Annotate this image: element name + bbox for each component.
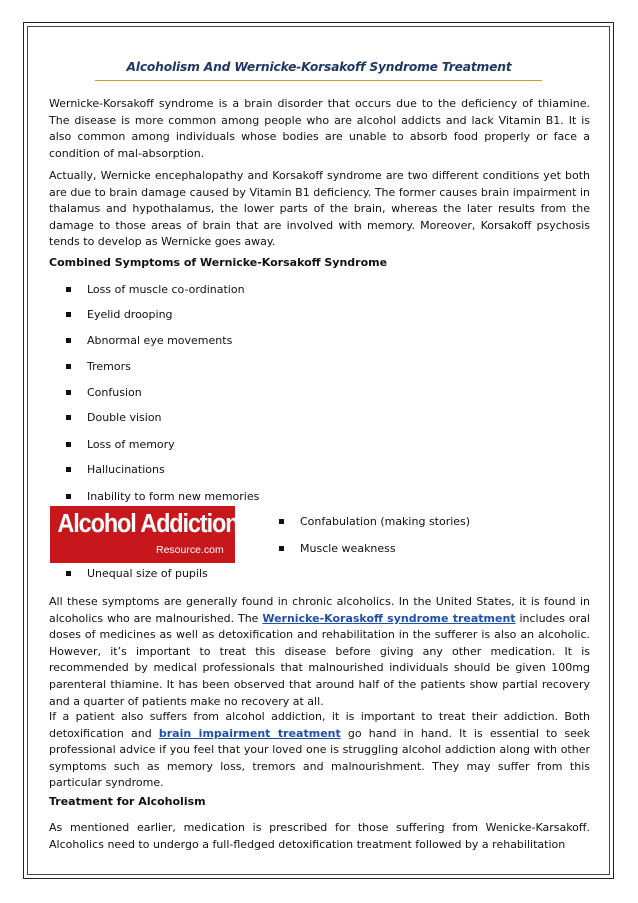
conditions-paragraph: Actually, Wernicke encephalopathy and Korsakoff syndrome are two different conditions yet both are due to brain damage caused by Vitamin B1 deficiency. The former causes brain impairment in thalamus and hypothalamus, the lower parts of the brain, whereas the later results from the damage to those areas of brain that are involved with memory. Moreover, Korsakoff psychosis tends to develop as Wernicke goes away. [49,169,590,249]
paragraph-text: go hand in hand. It is essential to seek professional advice if you feel that your loved one is struggling alcohol addiction along with other symptoms such as memory loss, tremors and malnourishment. They may suffer from this particular syndrome. [49,726,590,790]
paragraph-text: includes oral doses of medicines as well as detoxification and rehabilitation in the sufferer is also an alcoholic. However, it’s important to treat this disease before giving any other medication. It is recommended by medical professionals that malnourished individuals should be given 100mg parenteral thiamine. It has been observed that around half of the patients show partial recovery and a quarter of patients make no recovery at all. [49,611,590,708]
treatment-overview-paragraph [49,594,590,710]
bullet-square-icon [66,364,71,369]
alcohol-addiction-logo [50,506,239,563]
bullet-square-icon [66,494,71,499]
bullet-square-icon [66,312,71,317]
bullet-square-icon [279,519,284,524]
list-item-text: Hallucinations [87,463,165,476]
brain-impairment-treatment-link[interactable]: brain impairment treatment [158,726,341,740]
paragraph-text: All these symptoms are generally found in chronic alcoholics. In the United States, it is found in alcoholics who are malnourished. The [49,595,590,625]
bullet-square-icon [66,467,71,472]
list-item-text: Confabulation (making stories) [300,515,471,528]
addiction-paragraph [49,709,590,792]
bullet-square-icon [66,338,71,343]
treatment-heading: Treatment for Alcoholism [49,795,206,808]
title-underline [95,80,542,81]
document-title: Alcoholism And Wernicke-Korsakoff Syndrome Treatment [126,60,512,74]
list-item-text: Loss of memory [87,438,175,451]
list-item-text: Muscle weakness [300,542,396,555]
bullet-square-icon [66,287,71,292]
list-item-text: Unequal size of pupils [87,567,208,580]
list-item-text: Tremors [87,360,131,373]
list-item-text: Eyelid drooping [87,308,173,321]
wernicke-koraskoff-treatment-link[interactable]: Wernicke-Koraskoff syndrome treatment [262,611,516,625]
bullet-square-icon [66,415,71,420]
bullet-square-icon [66,442,71,447]
paragraph-text: If a patient also suffers from alcohol addiction, it is important to treat their addiction. Both detoxification and [49,710,590,740]
logo-sub-text: Resource.com [156,544,224,556]
symptoms-heading: Combined Symptoms of Wernicke-Korsakoff Syndrome [49,256,388,269]
bullet-square-icon [66,390,71,395]
list-item-text: Loss of muscle co-ordination [87,283,245,296]
list-item-text: Abnormal eye movements [87,334,233,347]
treatment-paragraph: As mentioned earlier, medication is prescribed for those suffering from Wenicke-Karsakoff. Alcoholics need to undergo a full-fledged detoxification treatment followed by a rehabilitation [49,821,590,851]
list-item-text: Double vision [87,411,162,424]
logo-main-text: Alcohol Addiction [57,510,239,538]
list-item-text: Inability to form new memories [87,490,260,503]
bullet-square-icon [279,546,284,551]
list-item-text: Confusion [87,386,142,399]
bullet-square-icon [66,571,71,576]
intro-paragraph: Wernicke-Korsakoff syndrome is a brain disorder that occurs due to the deficiency of thiamine. The disease is more common among people who are alcohol addicts and lack Vitamin B1. It is also common among individuals whose bodies are unable to absorb food properly or face a condition of mal-absorption. [49,97,590,160]
